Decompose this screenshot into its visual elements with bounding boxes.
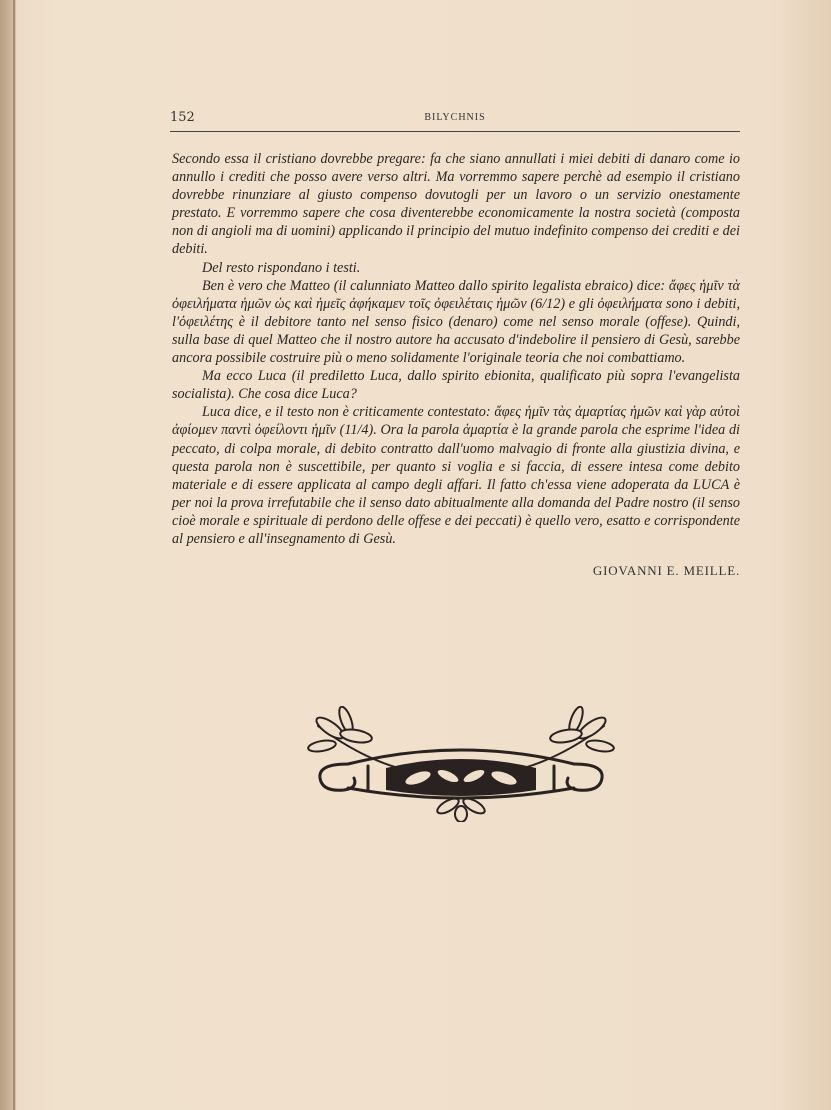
paragraph-1: Secondo essa il cristiano dovrebbe pregare: fa che siano annullati i miei debiti di danaro come io annullo i crediti che posso avere verso altri. Ma vorremmo sapere perchè ad esempio il cristiano dovrebbe rinunziare al giusto compenso dovutogli per un lavoro o un servizio onestamente prestato. E vorremmo sapere che cosa diventerebbe economicamente la nostra società (composta non di angioli ma di uomini) applicando il principio del mutuo indefinito compenso dei crediti e dei debiti. bbox=[172, 151, 740, 258]
page-number: 152 bbox=[170, 110, 195, 125]
running-head bbox=[170, 110, 740, 132]
floral-tailpiece-ornament-icon bbox=[298, 706, 624, 822]
paragraph-3: Ben è vero che Matteo (il calunniato Matteo dallo spirito legalista ebraico) dice: ἄφες ἡμῖν τὰ ὀφειλήματα ἡμῶν ὡς καὶ ἡμεῖς ἀφήκαμεν τοῖς ὀφειλέταις ἡμῶν (6/12) e gli ὀφειλήματα sono i debiti, l'ὀφειλέτης è il debitore tanto nel senso fisico (denaro) come nel senso morale (offese). Quindi, sulla base di quel Matteo che il nostro autore ha accusato d'indebolire il pensiero di Gesù, sarebbe ancora possibile costruire più o meno solidamente l'originale teoria che noi combattiamo. bbox=[172, 277, 740, 367]
paragraph-4: Ma ecco Luca (il prediletto Luca, dallo spirito ebionita, qualificato più sopra l'evangelista socialista). Che cosa dice Luca? bbox=[172, 368, 740, 403]
paragraph-2: Del resto rispondano i testi. bbox=[202, 259, 361, 276]
journal-title: BILYCHNIS bbox=[424, 112, 486, 123]
paragraph-5: Luca dice, e il testo non è criticamente contestato: ἄφες ἡμῖν τὰς ἁμαρτίας ἡμῶν καὶ γὰρ αὐτοὶ ἀφίομεν παντὶ ὀφείλοντι ἡμῖν (11/4). Ora la parola ἁμαρτία è la grande parola che esprime l'idea di peccato, di colpa morale, di debito contratto dall'uomo malvagio di fronte alla giustizia divina, e questa parola non è suscettibile, per quanto si voglia e si faccia, di essere intesa come debito materiale e di essere applicata al campo degli affari. Il fatto ch'essa viene adoperata da LUCA è per noi la prova irrefutabile che il senso dato abitualmente alla domanda del Padre nostro (il senso cioè morale e spirituale di perdono delle offese e dei peccati) è quello vero, esatto e corrispondente al pensiero e all'insegnamento di Gesù. bbox=[172, 404, 740, 547]
header-rule bbox=[170, 131, 740, 132]
author-signature: GIOVANNI E. MEILLE. bbox=[592, 563, 740, 578]
article-body bbox=[172, 150, 740, 548]
binding-line bbox=[13, 0, 15, 1110]
